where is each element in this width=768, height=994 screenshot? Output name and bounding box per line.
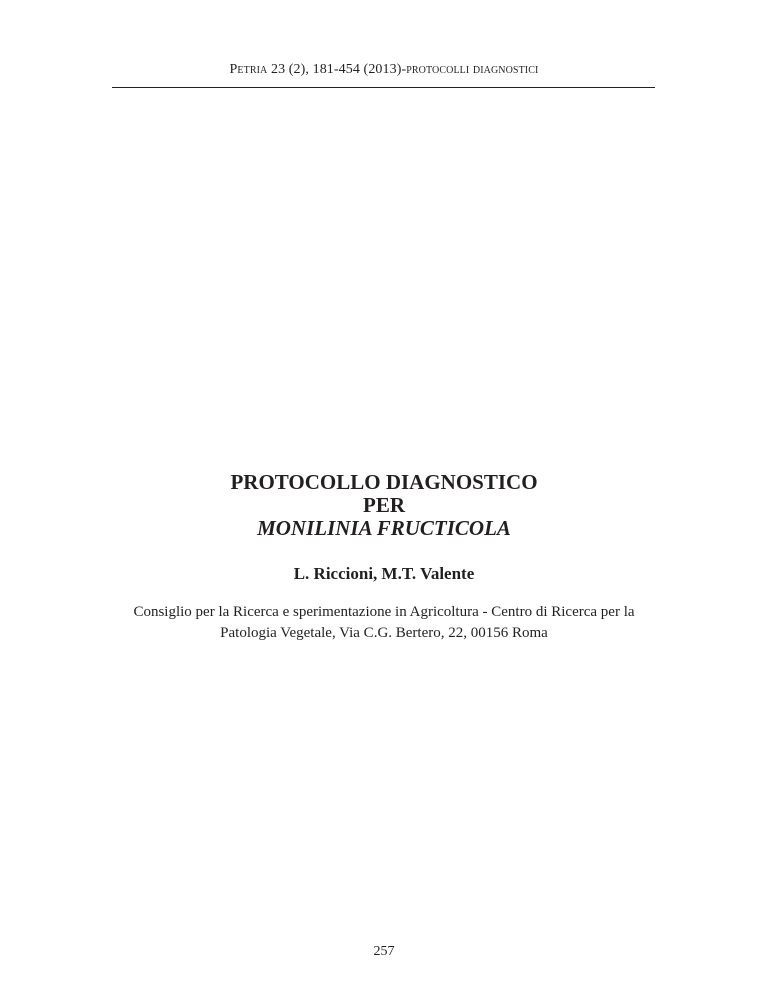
title-line-1: PROTOCOLLO DIAGNOSTICO (230, 470, 538, 494)
page-number: 257 (373, 944, 395, 959)
affiliation-line-1: Consiglio per la Ricerca e sperimentazione in Agricoltura - Centro di Ricerca per la (133, 604, 635, 620)
header-rule (112, 87, 655, 88)
paper-title (0, 471, 768, 540)
authors: L. Riccioni, M.T. Valente (293, 564, 475, 583)
title-line-2: PER (363, 493, 405, 517)
running-header: Petria 23 (2), 181-454 (2013)-protocolli diagnostici (229, 62, 539, 77)
affiliation-line-2: Patologia Vegetale, Via C.G. Bertero, 22, 00156 Roma (220, 625, 548, 641)
affiliation (0, 602, 768, 644)
title-line-3: MONILINIA FRUCTICOLA (257, 516, 511, 540)
